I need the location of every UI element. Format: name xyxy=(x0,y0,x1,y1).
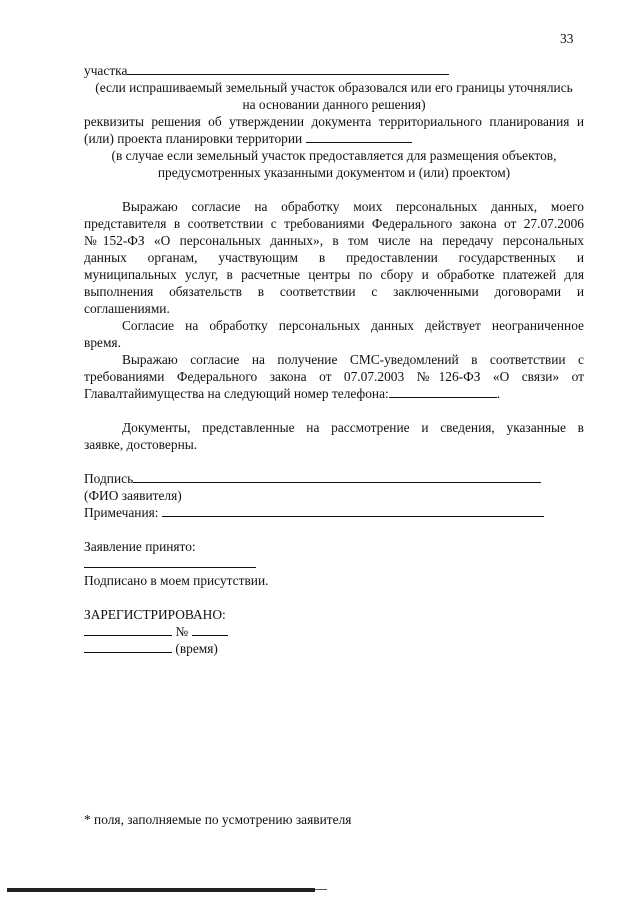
plot-label: участка xyxy=(84,63,128,78)
signature-label: Подпись xyxy=(84,471,134,486)
consent-text: Выражаю согласие на обработку моих персональных данных, моего xyxy=(122,199,584,214)
accepted-label: Заявление принято: xyxy=(84,539,196,554)
plot-line xyxy=(84,62,584,79)
consent-duration: Согласие на обработку персональных данных действует неограниченное xyxy=(122,318,584,333)
consent-text: соглашениями. xyxy=(84,301,170,316)
accepted-blank-line xyxy=(84,555,584,572)
registered-label: ЗАРЕГИСТРИРОВАНО: xyxy=(84,607,226,622)
signature-blank xyxy=(133,470,541,483)
consent-text: данных органам, участвующим в предоставлении государственных и xyxy=(84,250,584,265)
phone-end: . xyxy=(496,386,501,401)
consent-duration: время. xyxy=(84,335,121,350)
project-line xyxy=(84,130,584,147)
date-blank xyxy=(84,623,172,636)
consent-text: №152-ФЗ «О персональных данных», в том числе на передачу персональных xyxy=(84,233,584,248)
phone-blank xyxy=(389,385,497,398)
applicant-name-label: (ФИО заявителя) xyxy=(84,488,182,503)
plot-note: (если испрашиваемый земельный участок образовался или его границы уточнялись xyxy=(95,80,573,95)
consent-text: муниципальных услуг, в расчетные центры по сбору и обработке платежей для xyxy=(84,267,584,282)
bottom-rule-end xyxy=(315,889,327,890)
notes-line xyxy=(84,504,584,521)
project-note: (в случае если земельный участок предоставляется для размещения объектов, xyxy=(111,148,557,163)
accepted-blank xyxy=(84,555,256,568)
project-label: (или) проекта планировки территории xyxy=(84,131,303,146)
page-number: 33 xyxy=(560,31,574,46)
notes-label: Примечания: xyxy=(84,505,159,520)
decision-details: реквизиты решения об утверждении документа территориального планирования и xyxy=(84,114,584,129)
footnote: * поля, заполняемые по усмотрению заявителя xyxy=(84,812,352,827)
consent-text: выполнения обязательств в соответствии с заключенными договорами и xyxy=(84,284,584,299)
time-blank xyxy=(84,640,172,653)
signature-line xyxy=(84,470,584,487)
project-blank xyxy=(306,130,412,143)
phone-line xyxy=(84,385,584,402)
docs-text: заявке, достоверны. xyxy=(84,437,198,452)
number-blank xyxy=(192,623,228,636)
signed-presence: Подписано в моем присутствии. xyxy=(84,573,269,588)
sms-consent-text: требованиями Федерального закона от 07.07.2003 №126-ФЗ «О связи» от xyxy=(84,369,584,384)
plot-note-cont: на основании данного решения) xyxy=(242,97,426,112)
sms-consent-text: Выражаю согласие на получение СМС-уведомлений в соответствии с xyxy=(122,352,584,367)
project-note-cont: предусмотренных указанными документом и (или) проектом) xyxy=(157,165,511,180)
docs-text: Документы, представленные на рассмотрение и сведения, указанные в xyxy=(122,420,584,435)
time-label: (время) xyxy=(175,641,218,656)
phone-label: Главалтайимущества на следующий номер телефона: xyxy=(84,386,389,401)
number-sign: № xyxy=(175,624,189,639)
consent-text: представителя в соответствии с требованиями Федерального закона от 27.07.2006 xyxy=(84,216,584,231)
registered-time-line xyxy=(84,640,584,657)
notes-blank xyxy=(162,504,544,517)
plot-blank xyxy=(127,62,449,75)
bottom-rule xyxy=(7,888,315,892)
registered-number-line xyxy=(84,623,584,640)
